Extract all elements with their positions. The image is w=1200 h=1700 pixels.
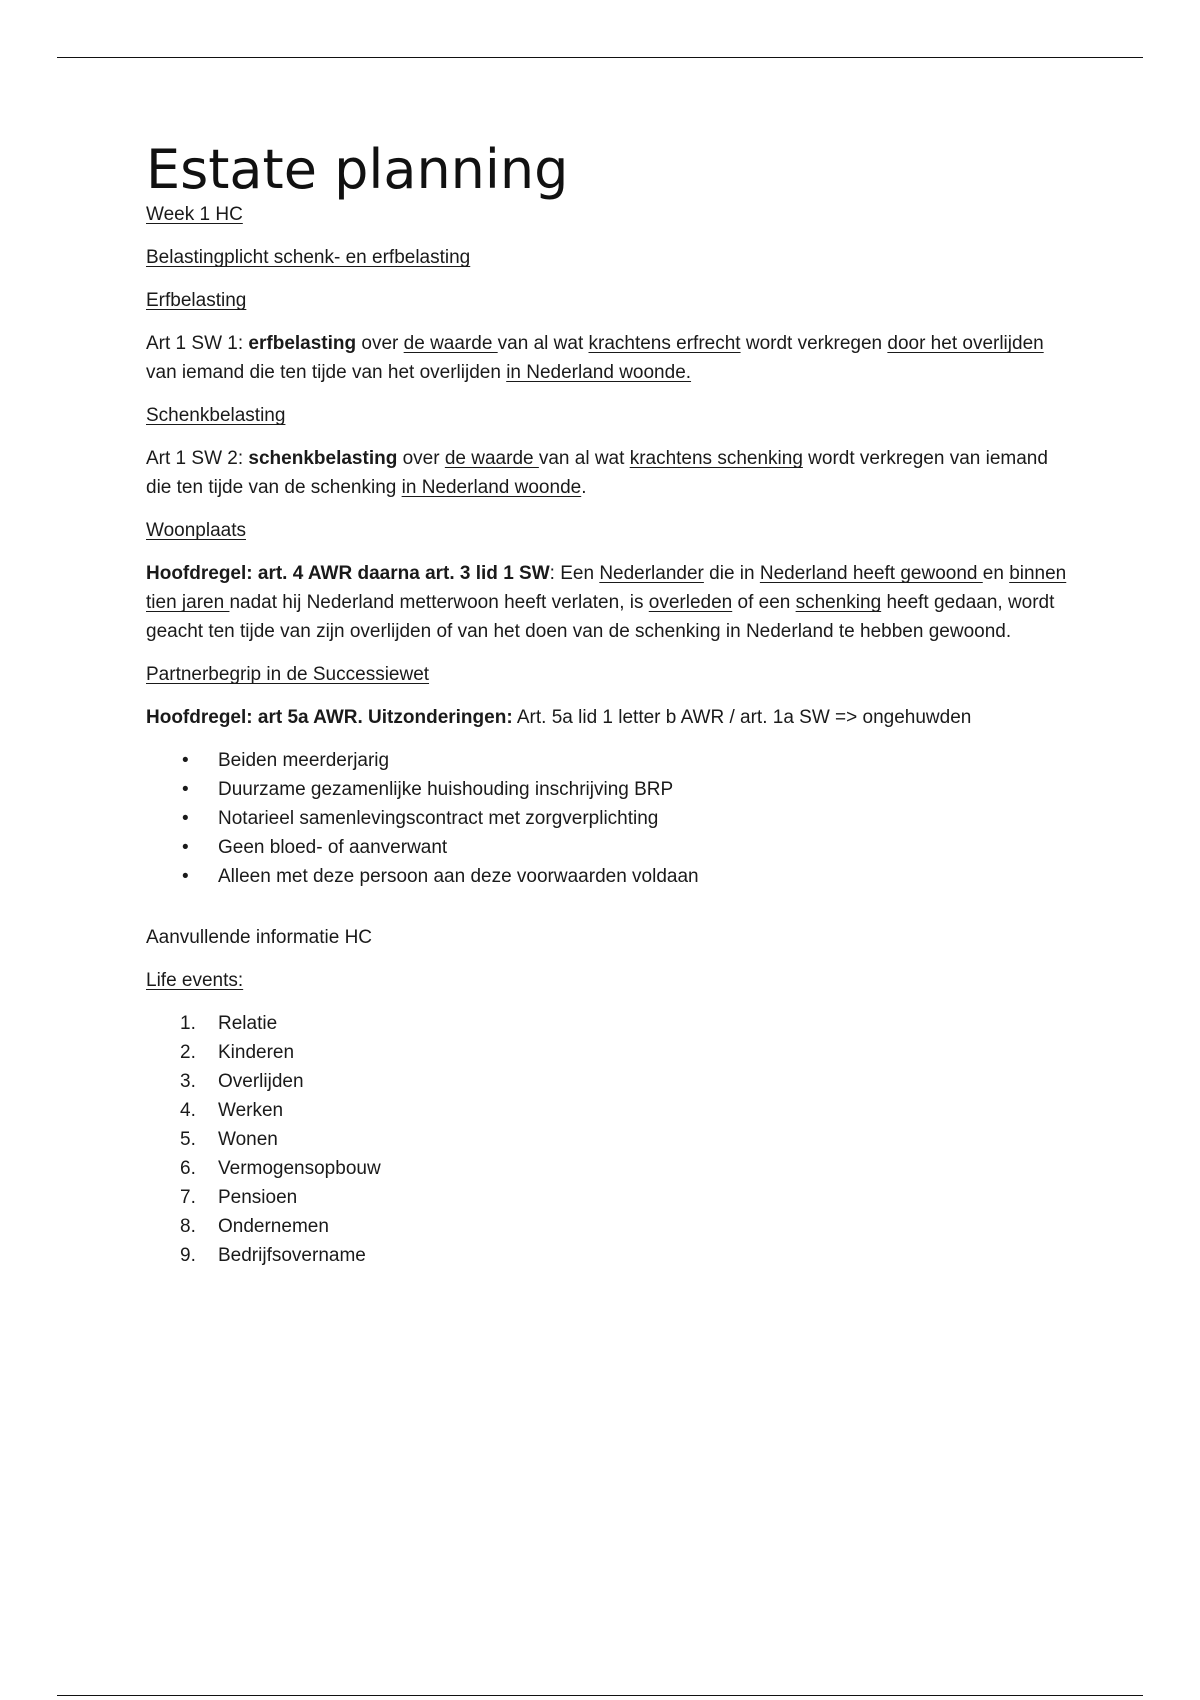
woonplaats-heading-text: Woonplaats: [146, 520, 246, 542]
list-item-text: Pensioen: [218, 1187, 298, 1209]
erfbelasting-paragraph: [146, 329, 1076, 387]
bullet-icon: •: [182, 808, 189, 830]
erfbelasting-lead: Art 1 SW 1:: [146, 333, 249, 355]
woonplaats-underline-4: overleden: [648, 592, 733, 614]
schenkbelasting-paragraph: [146, 444, 1076, 502]
woonplaats-text-4: nadat hij Nederland metterwoon heeft verlaten, is: [229, 592, 649, 614]
list-item: [146, 1067, 1076, 1096]
life-events-list: [146, 1009, 1076, 1270]
woonplaats-text-1: : Een: [549, 563, 600, 585]
list-item-text: Beiden meerderjarig: [218, 750, 390, 772]
bullet-icon: •: [182, 866, 189, 888]
list-item-text: Ondernemen: [218, 1216, 329, 1238]
tax-liability-heading-text: Belastingplicht schenk- en erfbelasting: [146, 247, 471, 269]
partner-heading-text: Partnerbegrip in de Successiewet: [146, 664, 430, 686]
list-item-text: Relatie: [218, 1013, 278, 1035]
header-rule: [57, 57, 1143, 58]
list-number: 5.: [180, 1129, 196, 1151]
partner-paragraph: [146, 703, 1076, 732]
erfbelasting-underline-3: door het overlijden: [887, 333, 1044, 355]
bullet-icon: •: [182, 837, 189, 859]
list-item: [146, 1241, 1076, 1270]
list-number: 9.: [180, 1245, 196, 1267]
list-item-text: Alleen met deze persoon aan deze voorwaarden voldaan: [218, 866, 699, 888]
document-title: Estate planning: [146, 138, 569, 201]
bullet-icon: •: [182, 750, 189, 772]
list-item-text: Wonen: [218, 1129, 278, 1151]
schenkbelasting-underline-3: in Nederland woonde: [401, 477, 582, 499]
woonplaats-text-6: heeft gedaan, wordt geacht ten tijde van zijn overlijden of van het doen van de schenking in Nederland te hebben gewoond.: [146, 592, 1055, 643]
list-number: 7.: [180, 1187, 196, 1209]
woonplaats-underline-3: binnen tien jaren: [146, 563, 1067, 614]
document-body: [146, 140, 1076, 1270]
list-item: [146, 746, 1076, 775]
partner-text-1: Art. 5a lid 1 letter b AWR / art. 1a SW => ongehuwden: [512, 707, 972, 729]
woonplaats-text-3: en: [982, 563, 1010, 585]
schenkbelasting-heading: [146, 401, 1076, 430]
erfbelasting-text-2: van al wat: [497, 333, 589, 355]
partner-conditions-list: [146, 746, 1076, 891]
list-item: [146, 1183, 1076, 1212]
list-number: 2.: [180, 1042, 196, 1064]
erfbelasting-text-1: over: [356, 333, 404, 355]
erfbelasting-term: erfbelasting: [248, 333, 357, 355]
list-item: [146, 1038, 1076, 1067]
woonplaats-heading: [146, 516, 1076, 545]
woonplaats-underline-5: schenking: [795, 592, 882, 614]
list-item-text: Notarieel samenlevingscontract met zorgverplichting: [218, 808, 659, 830]
list-item: [146, 1154, 1076, 1183]
list-item-text: Kinderen: [218, 1042, 295, 1064]
schenkbelasting-text-3: wordt verkregen van iemand die ten tijde van de schenking: [146, 448, 1048, 499]
list-item: [146, 862, 1076, 891]
list-number: 1.: [180, 1013, 196, 1035]
schenkbelasting-text-2: van al wat: [538, 448, 630, 470]
schenkbelasting-text-1: over: [397, 448, 445, 470]
schenkbelasting-underline-2: krachtens schenking: [629, 448, 803, 470]
list-item-text: Vermogensopbouw: [218, 1158, 381, 1180]
list-item-text: Bedrijfsovername: [218, 1245, 366, 1267]
woonplaats-rule: Hoofdregel: art. 4 AWR daarna art. 3 lid 1 SW: [146, 563, 550, 585]
erfbelasting-text-4: van iemand die ten tijde van het overlijden: [146, 362, 507, 384]
footer-rule: [57, 1695, 1143, 1696]
list-item-text: Geen bloed- of aanverwant: [218, 837, 448, 859]
list-item: [146, 1096, 1076, 1125]
woonplaats-text-5: of een: [732, 592, 796, 614]
list-item-text: Werken: [218, 1100, 284, 1122]
erfbelasting-underline-4: in Nederland woonde.: [506, 362, 692, 384]
week-heading-text: Week 1 HC: [146, 204, 243, 226]
erfbelasting-underline-2: krachtens erfrecht: [588, 333, 741, 355]
week-heading: [146, 200, 1076, 229]
erfbelasting-underline-1: de waarde: [403, 333, 498, 355]
woonplaats-text-2: die in: [703, 563, 760, 585]
woonplaats-underline-1: Nederlander: [599, 563, 704, 585]
extra-info-heading: Aanvullende informatie HC: [146, 927, 373, 949]
list-item: [146, 1125, 1076, 1154]
list-number: 8.: [180, 1216, 196, 1238]
schenkbelasting-text-4: .: [581, 477, 587, 499]
list-item: [146, 1212, 1076, 1241]
list-item: [146, 804, 1076, 833]
list-number: 3.: [180, 1071, 196, 1093]
schenkbelasting-heading-text: Schenkbelasting: [146, 405, 286, 427]
life-events-heading-text: Life events:: [146, 970, 244, 992]
woonplaats-underline-2: Nederland heeft gewoond: [759, 563, 983, 585]
woonplaats-paragraph: [146, 559, 1076, 646]
life-events-heading: [146, 966, 1076, 995]
tax-liability-heading: [146, 243, 1076, 272]
erfbelasting-heading: [146, 286, 1076, 315]
list-item-text: Duurzame gezamenlijke huishouding inschrijving BRP: [218, 779, 674, 801]
list-item: [146, 1009, 1076, 1038]
erfbelasting-heading-text: Erfbelasting: [146, 290, 247, 312]
list-number: 4.: [180, 1100, 196, 1122]
list-item: [146, 833, 1076, 862]
schenkbelasting-term: schenkbelasting: [248, 448, 398, 470]
partner-rule: Hoofdregel: art 5a AWR. Uitzonderingen:: [146, 707, 513, 729]
section-spacer: [146, 891, 1076, 923]
schenkbelasting-underline-1: de waarde: [444, 448, 539, 470]
schenkbelasting-lead: Art 1 SW 2:: [146, 448, 249, 470]
bullet-icon: •: [182, 779, 189, 801]
erfbelasting-text-3: wordt verkregen: [740, 333, 888, 355]
list-item: [146, 775, 1076, 804]
partner-heading: [146, 660, 1076, 689]
list-item-text: Overlijden: [218, 1071, 304, 1093]
list-number: 6.: [180, 1158, 196, 1180]
